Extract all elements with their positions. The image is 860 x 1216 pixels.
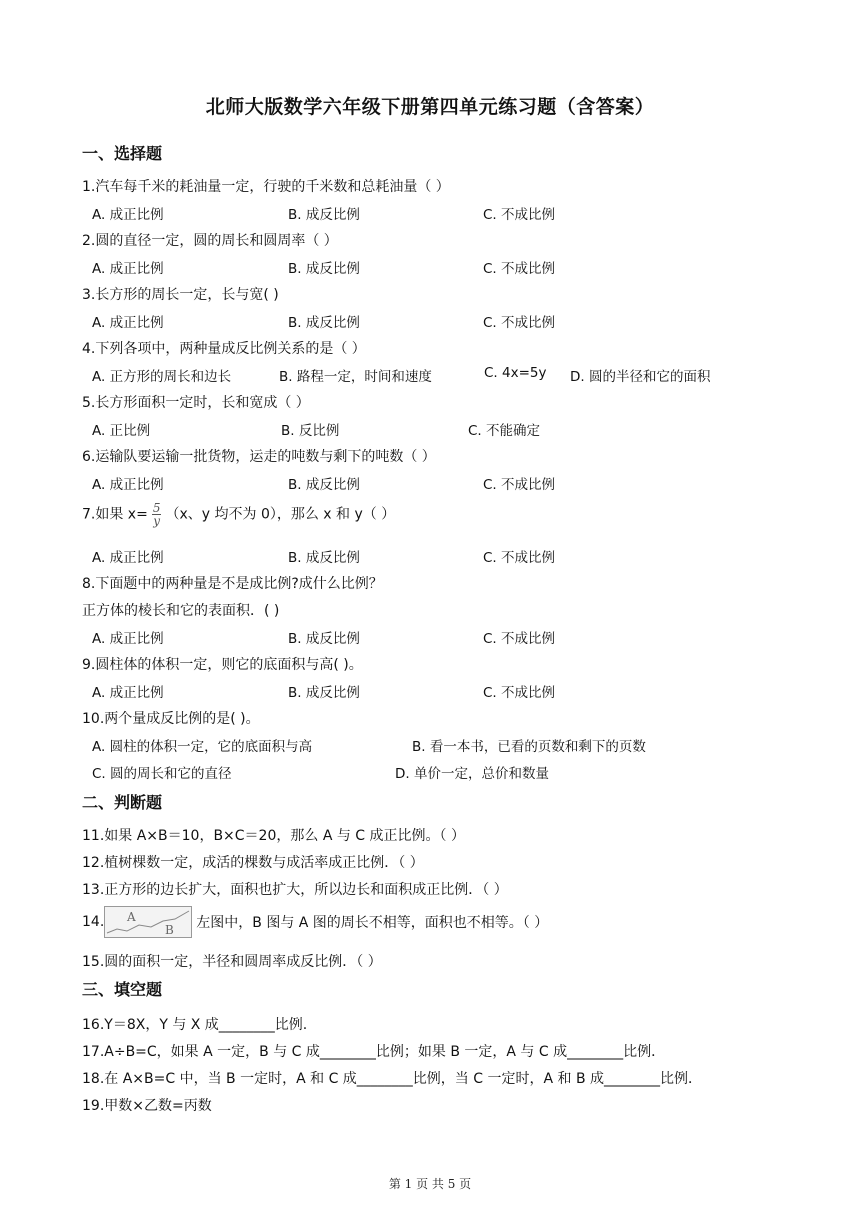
question-9: 9.圆柱体的体积一定，则它的底面积与高( )。 <box>82 657 363 673</box>
q4-option-d: D. 圆的半径和它的面积 <box>570 369 711 385</box>
question-13: 13.正方形的边长扩大，面积也扩大，所以边长和面积成正比例．（ ） <box>82 882 508 898</box>
q6-option-b: B. 成反比例 <box>288 477 360 493</box>
q5-option-b: B. 反比例 <box>281 423 340 439</box>
q10-option-b: B. 看一本书，已看的页数和剩下的页数 <box>412 739 646 755</box>
q7-denominator: y <box>153 514 161 528</box>
q14-figure-label-a: A <box>127 910 136 924</box>
q7-text-after: （x、y 均不为 0），那么 x 和 y（ ） <box>165 506 396 523</box>
q6-option-c: C. 不成比例 <box>483 477 556 493</box>
question-4: 4.下列各项中，两种量成反比例关系的是（ ） <box>82 341 366 357</box>
q6-option-a: A. 成正比例 <box>92 477 164 493</box>
q14-number: 14. <box>82 914 105 930</box>
q3-option-a: A. 成正比例 <box>92 315 164 331</box>
question-12: 12.植树棵数一定，成活的棵数与成活率成正比例．（ ） <box>82 855 424 871</box>
page-title: 北师大版数学六年级下册第四单元练习题（含答案） <box>205 96 655 118</box>
q4-option-a: A. 正方形的周长和边长 <box>92 369 232 385</box>
question-16: 16.Y＝8X，Y 与 X 成________比例. <box>82 1017 308 1033</box>
q5-option-c: C. 不能确定 <box>468 423 541 439</box>
q1-option-a: A. 成正比例 <box>92 207 164 223</box>
q4-option-b: B. 路程一定，时间和速度 <box>279 369 432 385</box>
q8-option-b: B. 成反比例 <box>288 631 360 647</box>
q2-option-a: A. 成正比例 <box>92 261 164 277</box>
q14-figure <box>104 906 192 938</box>
q7-option-b: B. 成反比例 <box>288 550 360 566</box>
q14-figure-label-b: B <box>165 923 175 937</box>
question-11: 11.如果 A×B＝10，B×C＝20，那么 A 与 C 成正比例。（ ） <box>82 828 465 844</box>
section-heading-fill: 三、填空题 <box>82 980 163 999</box>
q7-text-before: 7.如果 x= <box>82 506 148 523</box>
q14-figure-drawing <box>105 907 191 937</box>
question-7 <box>82 502 395 527</box>
q9-option-a: A. 成正比例 <box>92 685 164 701</box>
q1-option-c: C. 不成比例 <box>483 207 556 223</box>
q7-fraction <box>152 502 162 527</box>
q3-option-b: B. 成反比例 <box>288 315 360 331</box>
q7-numerator: 5 <box>152 501 161 515</box>
q9-option-c: C. 不成比例 <box>483 685 556 701</box>
q1-option-b: B. 成反比例 <box>288 207 360 223</box>
question-5: 5.长方形面积一定时，长和宽成（ ） <box>82 395 310 411</box>
q14-text: 左图中，B 图与 A 图的周长不相等，面积也不相等。（ ） <box>196 915 549 931</box>
page-footer: 第 1 页 共 5 页 <box>388 1177 472 1191</box>
q10-option-d: D. 单价一定，总价和数量 <box>395 766 549 782</box>
q4-option-c: C. 4x=5y <box>484 365 547 381</box>
q2-option-c: C. 不成比例 <box>483 261 556 277</box>
q5-option-a: A. 正比例 <box>92 423 151 439</box>
q7-option-a: A. 成正比例 <box>92 550 164 566</box>
q9-option-b: B. 成反比例 <box>288 685 360 701</box>
q10-option-a: A. 圆柱的体积一定，它的底面积与高 <box>92 739 313 755</box>
question-19: 19.甲数×乙数=丙数 <box>82 1098 212 1114</box>
section-heading-judgement: 二、判断题 <box>82 793 163 812</box>
question-1: 1.汽车每千米的耗油量一定，行驶的千米数和总耗油量（ ） <box>82 179 450 195</box>
q2-option-b: B. 成反比例 <box>288 261 360 277</box>
q3-option-c: C. 不成比例 <box>483 315 556 331</box>
question-8: 8.下面题中的两种量是不是成比例?成什么比例？ <box>82 576 383 592</box>
question-6: 6.运输队要运输一批货物，运走的吨数与剩下的吨数（ ） <box>82 449 436 465</box>
q7-option-c: C. 不成比例 <box>483 550 556 566</box>
question-17: 17.A÷B=C，如果 A 一定，B 与 C 成________比例；如果 B 一定，A 与 C 成________比例． <box>82 1044 666 1060</box>
question-10: 10.两个量成反比例的是( )。 <box>82 711 260 727</box>
question-18: 18.在 A×B=C 中，当 B 一定时，A 和 C 成________比例，当 C 一定时，A 和 B 成________比例． <box>82 1071 702 1087</box>
q10-option-c: C. 圆的周长和它的直径 <box>92 766 232 782</box>
q8-option-a: A. 成正比例 <box>92 631 164 647</box>
section-heading-choice: 一、选择题 <box>82 144 163 163</box>
question-3: 3.长方形的周长一定，长与宽( ) <box>82 287 279 303</box>
question-14 <box>82 906 548 938</box>
question-2: 2.圆的直径一定，圆的周长和圆周率（ ） <box>82 233 338 249</box>
q8-option-c: C. 不成比例 <box>483 631 556 647</box>
question-8-detail: 正方体的棱长和它的表面积．( ) <box>82 603 280 619</box>
question-15: 15.圆的面积一定，半径和圆周率成反比例．（ ） <box>82 954 382 970</box>
